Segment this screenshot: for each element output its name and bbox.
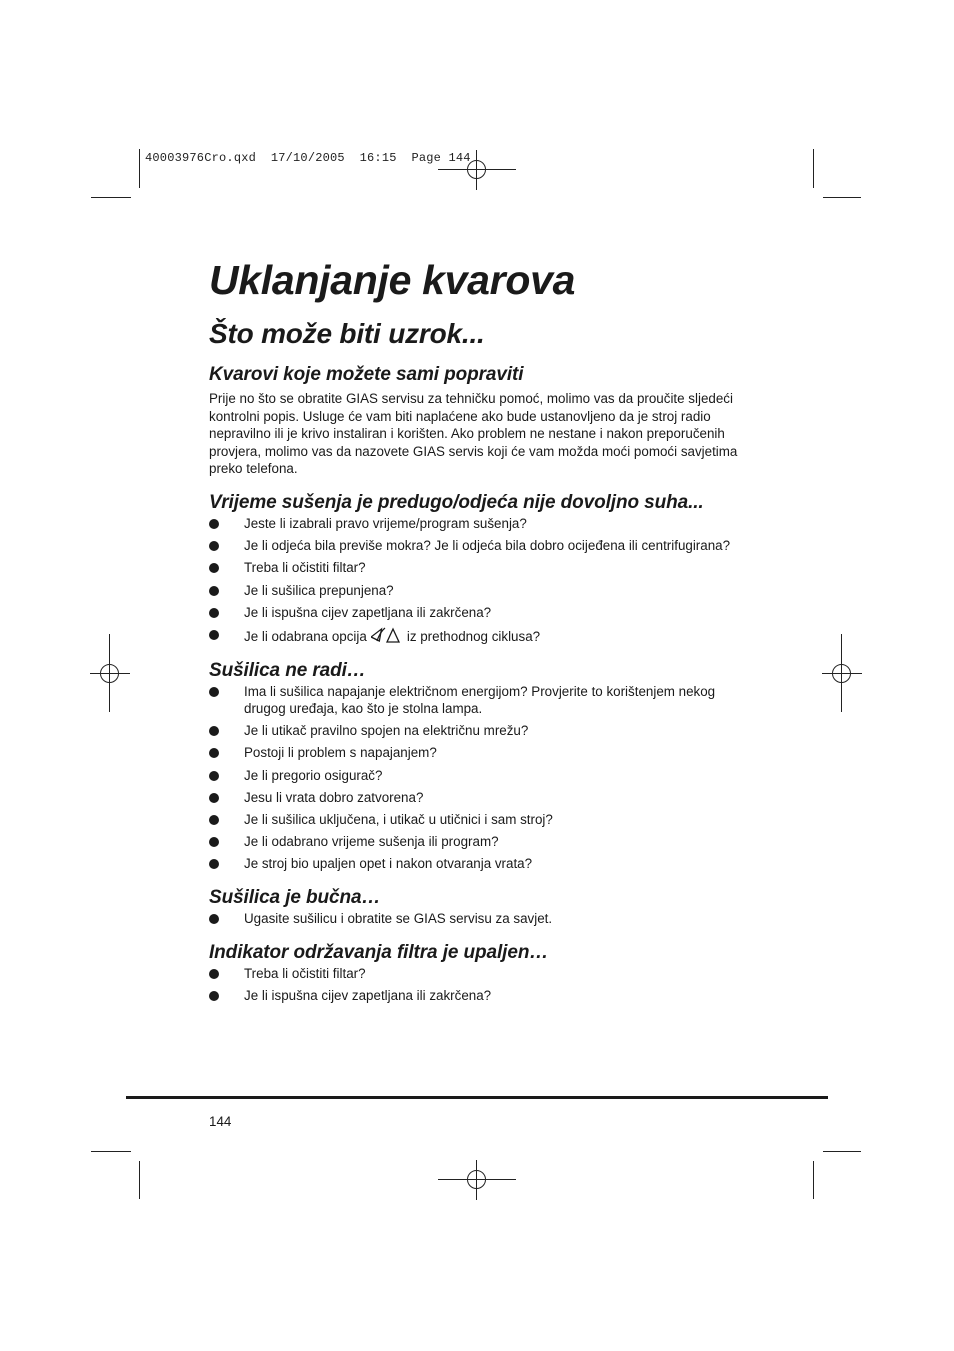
list-item — [209, 767, 749, 785]
intro-section — [209, 362, 749, 478]
bullet-icon — [209, 914, 219, 924]
list-item-text: Je li pregorio osigurač? — [244, 767, 383, 783]
section-filter-indicator — [209, 940, 749, 1005]
list-item — [209, 811, 749, 829]
page-subtitle: Što može biti uzrok... — [209, 318, 485, 349]
list-item — [209, 515, 749, 533]
list-item — [209, 855, 749, 873]
bullet-icon — [209, 859, 219, 869]
list-item — [209, 683, 749, 718]
list-item-text: Jesu li vrata dobro zatvorena? — [244, 789, 424, 805]
registration-mark-right — [822, 634, 862, 712]
list-item-text: Postoji li problem s napajanjem? — [244, 745, 437, 761]
list-item-text: Je li sušilica uključena, i utikač u utičnici i sam stroj? — [244, 812, 553, 828]
crop-mark — [91, 197, 131, 198]
section-noisy — [209, 885, 749, 928]
bullet-icon — [209, 726, 219, 736]
registration-mark-bottom — [438, 1160, 516, 1200]
checklist — [209, 965, 749, 1005]
crop-mark — [91, 1151, 131, 1152]
section-heading: Vrijeme sušenja je predugo/odjeća nije dovoljno suha... — [209, 491, 704, 513]
list-item — [209, 582, 749, 600]
checklist — [209, 515, 749, 646]
list-item — [209, 744, 749, 762]
list-item — [209, 789, 749, 807]
list-item — [209, 965, 749, 983]
list-item-text: Je li odabrana opcija — [244, 628, 367, 644]
footer-rule — [126, 1096, 828, 1099]
section-not-working — [209, 658, 749, 874]
page-title: Uklanjanje kvarova — [209, 257, 576, 303]
list-item-text: Ugasite sušilicu i obratite se GIAS servisu za savjet. — [244, 911, 553, 926]
bullet-icon — [209, 630, 219, 640]
bullet-icon — [209, 793, 219, 803]
bullet-icon — [209, 969, 219, 979]
page-number: 144 — [209, 1114, 232, 1129]
list-item — [209, 833, 749, 851]
list-item-text: Je li ispušna cijev zapetljana ili zakrčena? — [244, 604, 492, 620]
bullet-icon — [209, 837, 219, 847]
list-item-text: Ima li sušilica napajanje električnom energijom? Provjerite to korištenjem nekog drugog uređaja, kao što je stolna lampa. — [244, 683, 716, 717]
checklist — [209, 683, 749, 874]
list-item-text: Je li ispušna cijev zapetljana ili zakrčena? — [244, 987, 492, 1003]
list-item-text: Je li odjeća bila previše mokra? Je li odjeća bila dobro ocijeđena ili centrifugirana? — [244, 538, 731, 554]
list-item-text: Je li odabrano vrijeme sušenja ili program? — [244, 834, 499, 850]
list-item — [209, 910, 749, 928]
section-drying-time — [209, 490, 749, 646]
list-item — [209, 559, 749, 577]
section-heading: Sušilica ne radi… — [209, 659, 366, 681]
bullet-icon — [209, 771, 219, 781]
list-item-text: Je li utikač pravilno spojen na električnu mrežu? — [244, 723, 529, 739]
bullet-icon — [209, 519, 219, 529]
list-item-text: Treba li očistiti filtar? — [244, 965, 366, 981]
crop-mark — [823, 1151, 861, 1152]
registration-mark-left — [90, 634, 130, 712]
crop-mark — [139, 1161, 140, 1199]
checklist — [209, 910, 749, 928]
list-item — [209, 626, 749, 646]
crop-mark — [139, 149, 140, 188]
list-item — [209, 987, 749, 1005]
iron-dry-option-icon — [371, 626, 401, 644]
bullet-icon — [209, 541, 219, 551]
registration-mark-top — [438, 150, 516, 190]
section-heading: Kvarovi koje možete sami popraviti — [209, 364, 524, 385]
section-heading: Sušilica je bučna… — [209, 887, 381, 908]
bullet-icon — [209, 586, 219, 596]
bullet-icon — [209, 815, 219, 825]
crop-mark — [813, 1161, 814, 1199]
list-item-text: iz prethodnog ciklusa? — [406, 628, 541, 644]
list-item-text: Je li sušilica prepunjena? — [244, 582, 394, 598]
intro-paragraph: Prije no što se obratite GIAS servisu za tehničku pomoć, molimo vas da proučite sljedeći kontrolni popis. Usluge će vam biti naplaćene ako bude ustanovljeno da je stroj radio nepravilno ili je krivo instaliran i korišten. Ako problem ne nestane i nakon preporučenih provjera, molimo vas da nazovete GIAS servis koji će vam možda moći pomoći savjetima preko telefona. — [209, 391, 738, 477]
bullet-icon — [209, 608, 219, 618]
list-item-text: Jeste li izabrali pravo vrijeme/program sušenja? — [244, 515, 527, 531]
bullet-icon — [209, 748, 219, 758]
bullet-icon — [209, 991, 219, 1001]
print-slug: 40003976Cro.qxd 17/10/2005 16:15 Page 144 — [145, 151, 471, 165]
list-item — [209, 604, 749, 622]
section-heading: Indikator održavanja filtra je upaljen… — [209, 941, 549, 963]
list-item — [209, 537, 749, 555]
crop-mark — [823, 197, 861, 198]
list-item-text: Treba li očistiti filtar? — [244, 560, 366, 576]
list-item-text: Je stroj bio upaljen opet i nakon otvaranja vrata? — [244, 856, 533, 872]
page-content — [209, 252, 749, 1009]
bullet-icon — [209, 563, 219, 573]
list-item — [209, 722, 749, 740]
crop-mark — [813, 149, 814, 188]
bullet-icon — [209, 687, 219, 697]
